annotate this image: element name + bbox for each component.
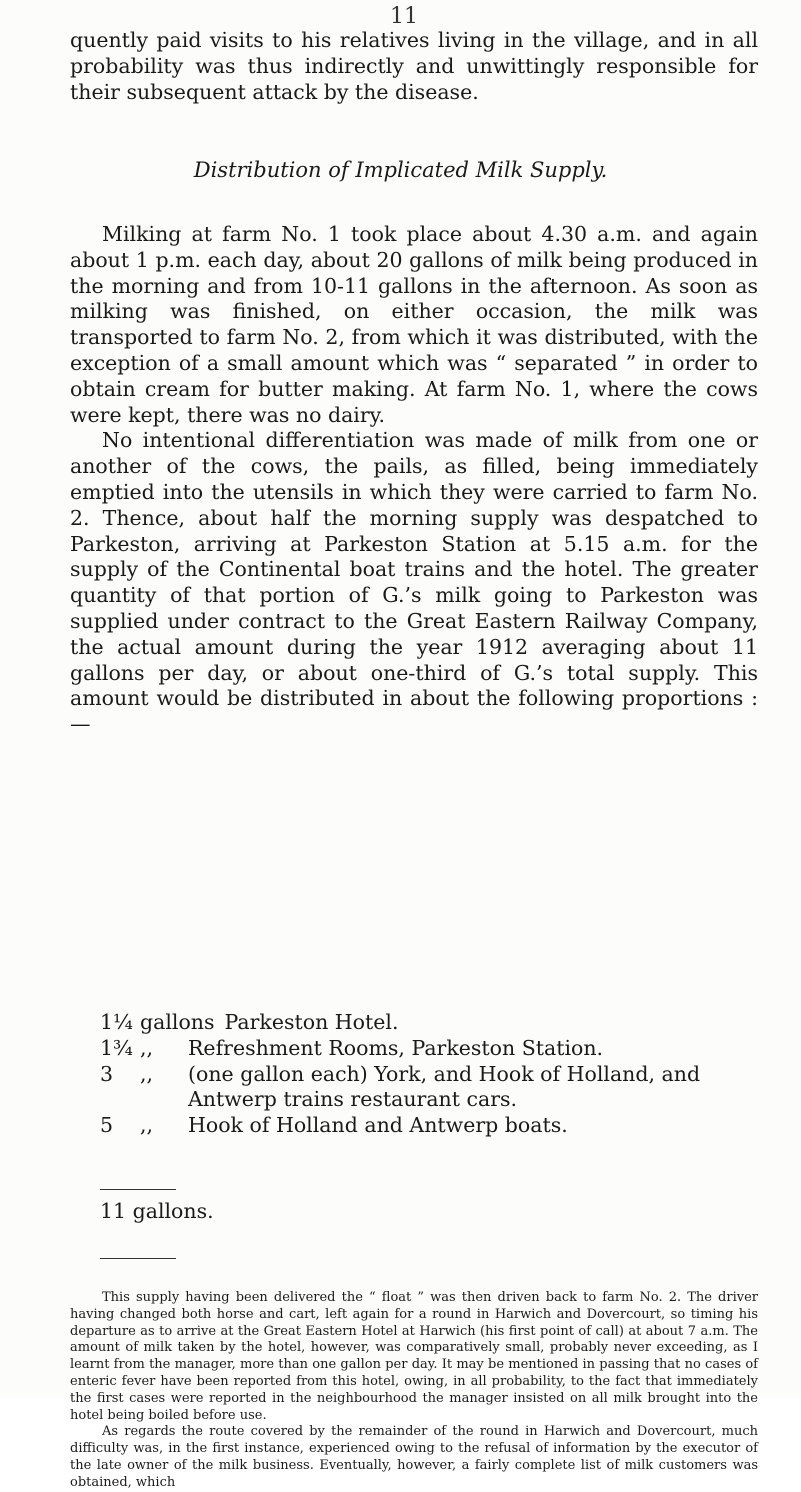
total-rule-bottom (100, 1258, 176, 1259)
allocation-row (100, 1062, 758, 1114)
closing-paragraphs (70, 1290, 758, 1492)
allocation-row (100, 1113, 758, 1139)
allocation-total: 11 gallons. (100, 1199, 214, 1223)
allocation-quantity: 1¼ (100, 1010, 133, 1034)
allocation-description: Parkeston Hotel. (224, 1010, 399, 1034)
paragraph-differentiation: No intentional differentiation was made of milk from one or another of the cows, the pails, as filled, being immediately emptied into the utensils in which they were carried to farm No. 2. Thence, about half the morning supply was despatched to Parkeston, arriving at Parkeston Station at 5.15 a.m. for the supply of the Continental boat trains and the hotel. The greater quantity of that portion of G.’s milk going to Parkeston was supplied under contract to the Great Eastern Railway Company, the actual amount during the year 1912 averaging about 11 gallons per day, or about one-third of G.’s total supply. This amount would be distributed in about the following proportions : — (70, 428, 758, 737)
total-rule-top (100, 1189, 176, 1190)
allocation-unit: ,, (140, 1113, 154, 1138)
allocation-unit: gallons (140, 1010, 215, 1034)
paragraph-route: As regards the route covered by the remainder of the round in Harwich and Dovercourt, much difficulty was, in the first instance, experienced owing to the refusal of information by the executor of the late owner of the milk business. Eventually, however, a fairly complete list of milk customers was obtained, which (70, 1424, 758, 1490)
allocation-unit: ,, (140, 1061, 154, 1086)
allocation-list (100, 1010, 758, 1139)
body-paragraphs (70, 222, 758, 738)
opening-paragraph (70, 28, 758, 105)
allocation-row (100, 1036, 758, 1062)
allocation-row (100, 1010, 758, 1036)
allocation-unit: ,, (140, 1035, 154, 1060)
allocation-quantity: 1¾ (100, 1035, 133, 1060)
allocation-description: Refreshment Rooms, Parkeston Station. (188, 1035, 604, 1060)
allocation-description: (one gallon each) York, and Hook of Holland, and Antwerp trains restaurant cars. (188, 1061, 701, 1112)
section-heading: Distribution of Implicated Milk Supply. (193, 158, 608, 182)
allocation-quantity: 5 (100, 1113, 114, 1138)
paragraph-milking: Milking at farm No. 1 took place about 4.30 a.m. and again about 1 p.m. each day, about 20 gallons of milk being produced in the morning and from 10-11 gallons in the afternoon. As soon as milking was finished, on either occasion, the milk was transported to farm No. 2, from which it was distributed, with the exception of a small amount which was “ separated ” in order to obtain cream for butter making. At farm No. 1, where the cows were kept, there was no dairy. (70, 222, 758, 427)
allocation-quantity: 3 (100, 1061, 114, 1086)
allocation-description: Hook of Holland and Antwerp boats. (188, 1113, 568, 1138)
page-number: 11 (390, 4, 418, 29)
paragraph-float: This supply having been delivered the “ float ” was then driven back to farm No. 2. The driver having changed both horse and cart, left again for a round in Harwich and Dovercourt, so timing his departure as to arrive at the Great Eastern Hotel at Harwich (his first point of call) at about 7 a.m. The amount of milk taken by the hotel, however, was comparatively small, probably never exceeding, as I learnt from the manager, more than one gallon per day. It may be mentioned in passing that no cases of enteric fever have been reported from this hotel, owing, in all probability, to the fact that immediately the first cases were reported in the neighbourhood the manager insisted on all milk brought into the hotel being boiled before use. (70, 1290, 758, 1423)
paragraph-text: quently paid visits to his relatives living in the village, and in all probability was thus indirectly and unwittingly responsible for their subsequent attack by the disease. (70, 28, 758, 104)
